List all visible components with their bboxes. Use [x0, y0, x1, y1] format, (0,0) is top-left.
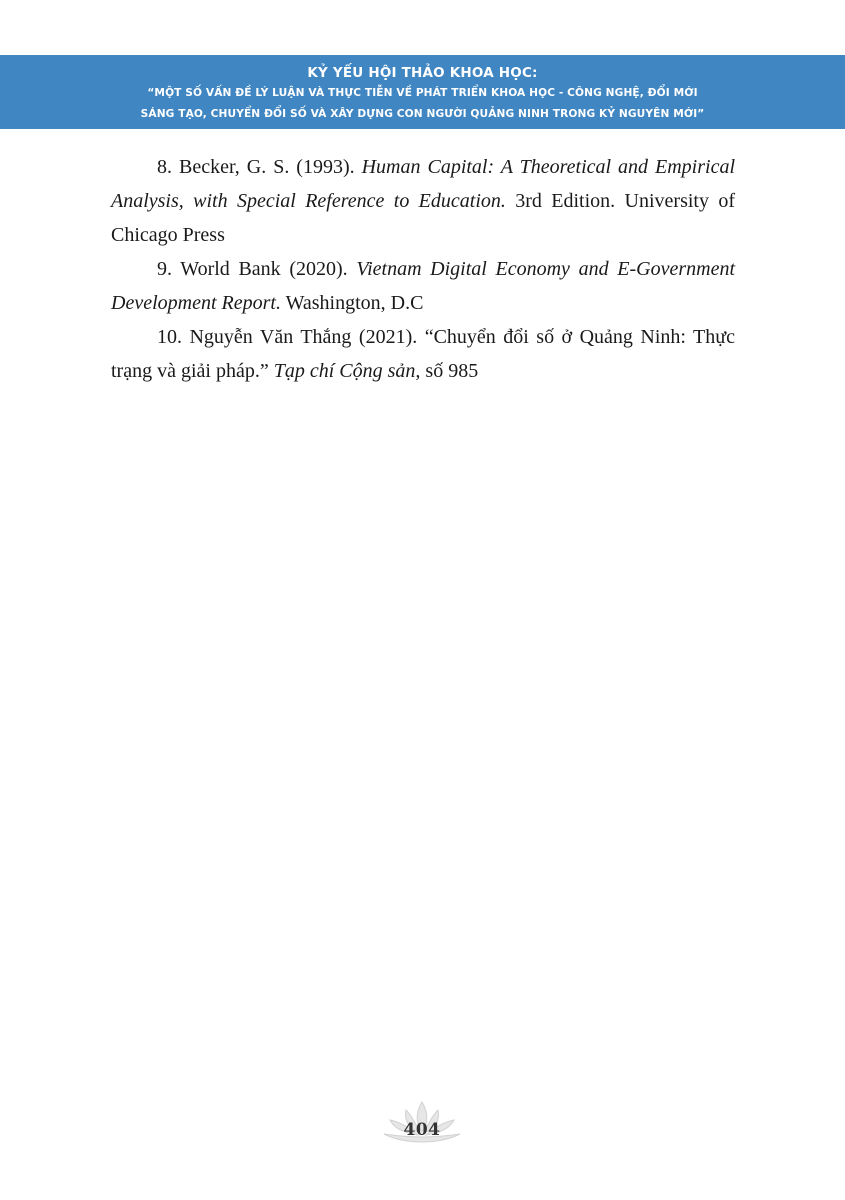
header-banner [0, 55, 845, 129]
reference-list [111, 150, 735, 388]
reference-10-suffix: số 985 [420, 360, 479, 382]
header-subtitle-line-1: “MỘT SỐ VẤN ĐỀ LÝ LUẬN VÀ THỰC TIỄN VỀ PHÁT TRIỂN KHOA HỌC - CÔNG NGHỆ, ĐỔI MỚI [147, 87, 698, 99]
page-number: 404 [403, 1120, 441, 1140]
reference-9-prefix: 9. World Bank (2020). [157, 258, 357, 280]
reference-10-prefix: 10. Nguyễn Văn Thắng (2021). “Chuyển đổi số ở Quảng Ninh: Thực trạng và giải pháp.” [111, 326, 735, 382]
reference-item-8 [111, 150, 735, 252]
reference-10-title: Tạp chí Cộng sản, [273, 360, 421, 382]
reference-8-prefix: 8. Becker, G. S. (1993). [157, 156, 362, 178]
page-number-block [382, 1100, 462, 1150]
reference-item-10 [111, 320, 735, 388]
reference-9-suffix: Washington, D.C [280, 292, 424, 314]
reference-item-9 [111, 252, 735, 320]
header-subtitle-line-2: SÁNG TẠO, CHUYỂN ĐỔI SỐ VÀ XÂY DỰNG CON NGƯỜI QUẢNG NINH TRONG KỶ NGUYÊN MỚI” [140, 108, 705, 120]
reference-8-title: Human Capital: A Theoretical and Empirical Analysis, with Special Reference to Education. [111, 156, 735, 212]
reference-9-title: Vietnam Digital Economy and E-Government Development Report. [111, 258, 735, 314]
header-title: KỶ YẾU HỘI THẢO KHOA HỌC: [307, 65, 538, 81]
reference-8-suffix: 3rd Edition. University of Chicago Press [111, 190, 735, 246]
